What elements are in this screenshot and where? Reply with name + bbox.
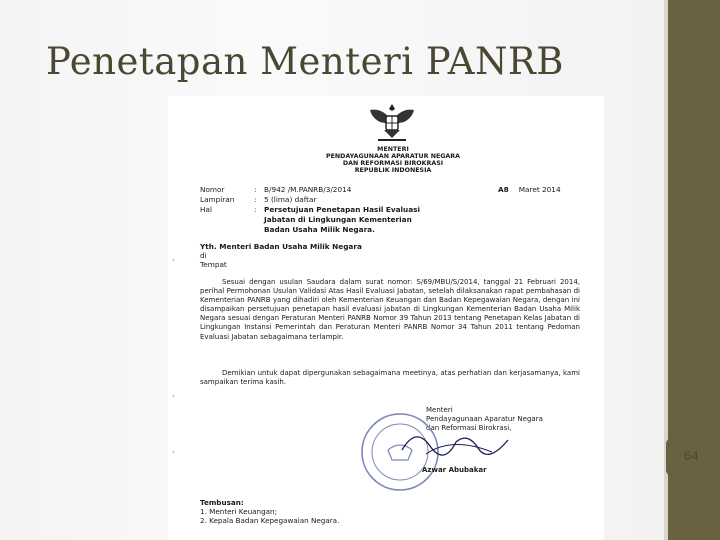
signature-title-line: dan Reformasi Birokrasi, (426, 424, 512, 432)
letter-number-row: Nomor : B/942 /M.PANRB/3/2014 (200, 185, 352, 194)
cc-item: 2. Kepala Badan Kepegawaian Negara. (200, 516, 340, 525)
closing-paragraph (200, 369, 580, 387)
body-paragraph (200, 278, 580, 342)
letterhead-line: PENDAYAGUNAAN APARATUR NEGARA (325, 153, 461, 160)
closing-paragraph-text: Demikian untuk dapat dipergunakan sebagaimana meetinya, atas perhatian dan kerjasamanya, kami sampaikan terima kasih. (200, 369, 580, 387)
cc-title: Tembusan: (200, 498, 244, 507)
signer-name: Azwar Abubakar (422, 466, 487, 474)
signature-title-line: Pendayagunaan Aparatur Negara (426, 415, 543, 423)
garuda-emblem-icon (366, 100, 418, 144)
addressee-line: di (200, 251, 207, 260)
meta-value: B/942 /M.PANRB/3/2014 (264, 185, 352, 194)
meta-value: Persetujuan Penetapan Hasil Evaluasi (264, 205, 421, 214)
binding-mark: › (172, 256, 175, 264)
page-number-badge (668, 438, 720, 478)
date-month-year: Maret 2014 (518, 185, 561, 194)
binding-mark: › (172, 392, 175, 400)
addressee-line: Yth. Menteri Badan Usaha Milik Negara (200, 242, 362, 251)
letter-date (498, 185, 561, 194)
slide-title: Penetapan Menteri PANRB (46, 40, 564, 83)
date-day: A8 (498, 185, 509, 194)
meta-label: Nomor (200, 185, 225, 194)
meta-label: Hal (200, 205, 212, 214)
subject-line: Badan Usaha Milik Negara. (264, 225, 375, 234)
letterhead-line: REPUBLIK INDONESIA (354, 167, 432, 174)
letter-subject-row: Hal : Persetujuan Penetapan Hasil Evaluasi (200, 205, 421, 214)
letterhead-line: DAN REFORMASI BIROKRASI (342, 160, 444, 167)
signature-title-line: Menteri (426, 406, 453, 414)
left-bracket (666, 438, 676, 476)
cc-item: 1. Menteri Keuangan; (200, 507, 278, 516)
meta-value: 5 (lima) daftar (264, 195, 317, 204)
body-paragraph-text: Sesuai dengan usulan Saudara dalam surat nomor: S/69/MBU/S/2014, tanggal 21 Februari 2014, perihal Permohonan Usulan Validasi Atas Hasil Evaluasi Jabatan, setelah dilaksanakan rapat pembahasan di Kementerian PANRB yang dihadiri oleh Kementerian Keuangan dan Badan Kepegawaian Negara, dengan ini disampaikan persetujuan penetapan hasil evaluasi jabatan di Lingkungan Kementerian Badan Usaha Milik Negara sesuai dengan Peraturan Menteri PANRB Nomor 39 Tahun 2013 tentang Penetapan Kelas Jabatan di Lingkungan Instansi Pemerintah dan Peraturan Menteri PANRB Nomor 34 Tahun 2011 tentang Pedoman Evaluasi Jabatan sebagaimana terlampir. (200, 278, 580, 341)
subject-line: Jabatan di Lingkungan Kementerian (264, 215, 412, 224)
scanned-letter (168, 96, 604, 540)
handwritten-signature (396, 422, 516, 462)
meta-label: Lampiran (200, 195, 235, 204)
letter-attachment-row: Lampiran : 5 (lima) daftar (200, 195, 317, 204)
page-number: 64 (684, 448, 699, 463)
binding-mark: › (172, 448, 175, 456)
addressee-line: Tempat (200, 260, 227, 269)
right-bracket (704, 438, 714, 476)
letterhead-line: MENTERI (377, 146, 409, 153)
